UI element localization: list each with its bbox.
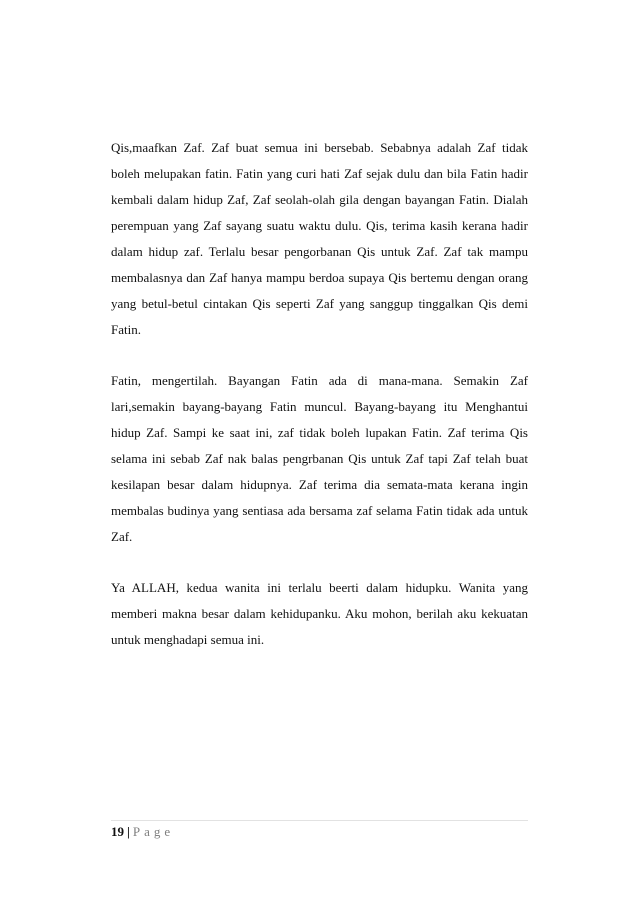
paragraph-2: Fatin, mengertilah. Bayangan Fatin ada di mana-mana. Semakin Zaf lari,semakin bayang-bayang Fatin muncul. Bayang-bayang itu Menghantui hidup Zaf. Sampi ke saat ini, zaf tidak boleh lupakan Fatin. Zaf terima Qis selama ini sebab Zaf nak balas pengrbanan Qis untuk Zaf tapi Zaf telah buat kesilapan besar dalam hidupnya. Zaf terima dia semata-mata kerana ingin membalas budinya yang sentiasa ada bersama zaf selama Fatin tidak ada untuk Zaf.: [111, 373, 528, 544]
page-number: 19: [111, 824, 124, 839]
body-text: [111, 135, 528, 653]
page-label: Page: [132, 824, 175, 839]
page-footer: [111, 823, 174, 841]
page-separator: |: [127, 824, 130, 839]
paragraph-3: Ya ALLAH, kedua wanita ini terlalu beerti dalam hidupku. Wanita yang memberi makna besar dalam kehidupanku. Aku mohon, berilah aku kekuatan untuk menghadapi semua ini.: [111, 580, 528, 647]
footer-divider: [111, 820, 528, 821]
paragraph-1: Qis,maafkan Zaf. Zaf buat semua ini bersebab. Sebabnya adalah Zaf tidak boleh melupakan fatin. Fatin yang curi hati Zaf sejak dulu dan bila Fatin hadir kembali dalam hidup Zaf, Zaf seolah-olah gila dengan bayangan Fatin. Dialah perempuan yang Zaf sayang suatu waktu dulu. Qis, terima kasih kerana hadir dalam hidup zaf. Terlalu besar pengorbanan Qis untuk Zaf. Zaf tak mampu membalasnya dan Zaf hanya mampu berdoa supaya Qis bertemu dengan orang yang betul-betul cintakan Qis seperti Zaf yang sanggup tinggalkan Qis demi Fatin.: [111, 140, 528, 337]
